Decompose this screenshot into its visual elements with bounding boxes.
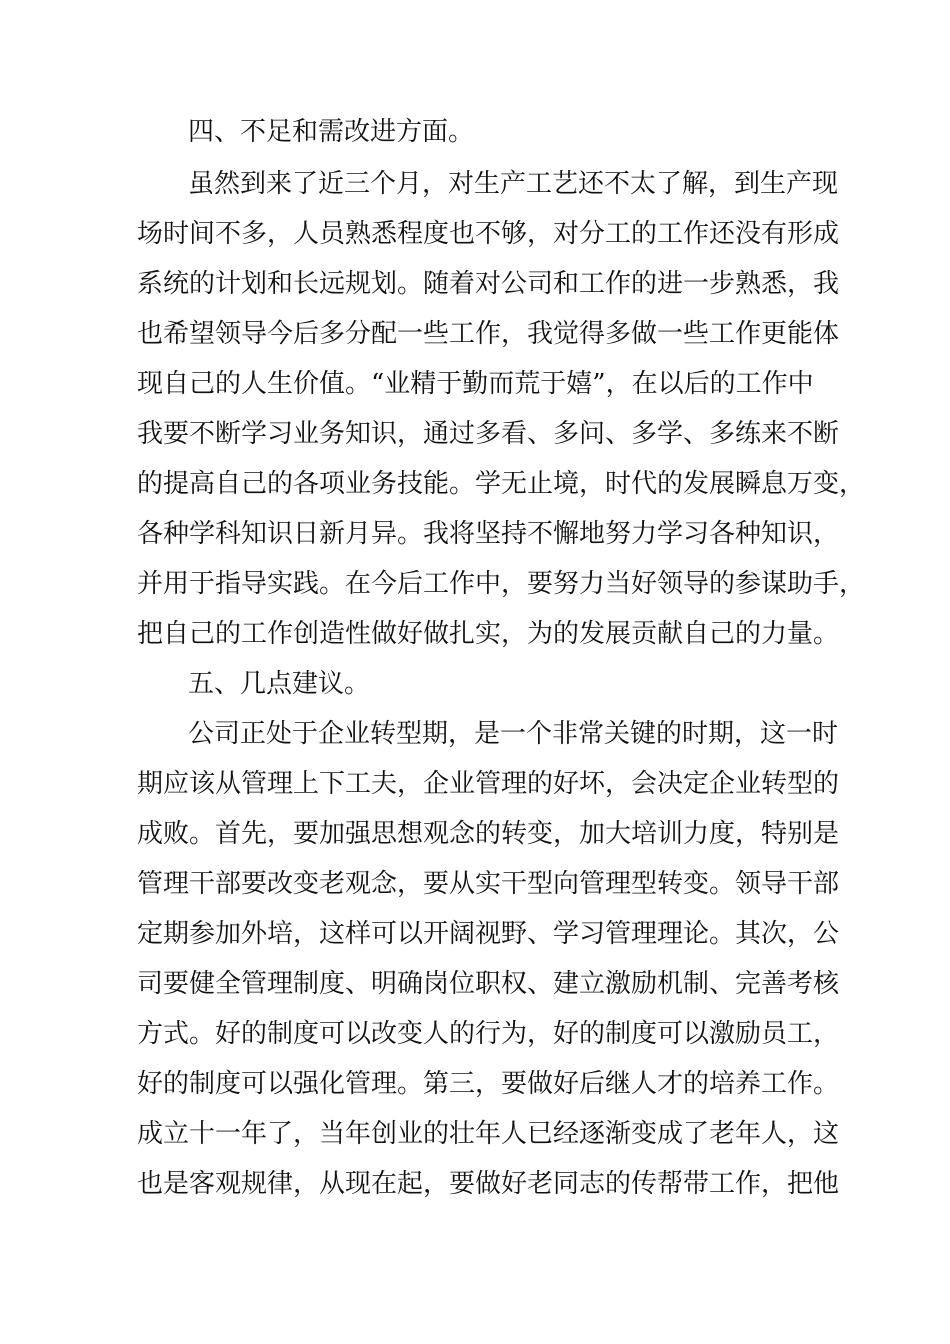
paragraph-line: 期应该从管理上下工夫，企业管理的好坏，会决定企业转型的 [137, 769, 840, 799]
section-heading-shortcomings: 四、不足和需改进方面。 [188, 117, 475, 147]
paragraph-line: 并用于指导实践。在今后工作中，要努力当好领导的参谋助手， [137, 569, 866, 599]
paragraph-line: 方式。好的制度可以改变人的行为，好的制度可以激励员工， [137, 1019, 840, 1049]
paragraph-line: 好的制度可以强化管理。第三，要做好后继人才的培养工作。 [137, 1069, 840, 1099]
paragraph-line: 公司正处于企业转型期，是一个非常关键的时期，这一时 [188, 719, 839, 749]
paragraph-line: 把自己的工作创造性做好做扎实，为的发展贡献自己的力量。 [137, 619, 840, 649]
paragraph-line: 定期参加外培，这样可以开阔视野、学习管理理论。其次，公 [137, 919, 840, 949]
paragraph-line: 我要不断学习业务知识，通过多看、多问、多学、多练来不断 [137, 419, 840, 449]
paragraph-line: 的提高自己的各项业务技能。学无止境，时代的发展瞬息万变， [137, 469, 866, 499]
paragraph-line: 虽然到来了近三个月，对生产工艺还不太了解，到生产现 [188, 169, 839, 199]
paragraph-line: 管理干部要改变老观念，要从实干型向管理型转变。领导干部 [137, 869, 840, 899]
paragraph-line: 现自己的人生价值。“业精于勤而荒于嬉”，在以后的工作中 [137, 369, 814, 399]
paragraph-line: 场时间不多，人员熟悉程度也不够，对分工的工作还没有形成 [137, 219, 840, 249]
paragraph-line: 也是客观规律，从现在起，要做好老同志的传帮带工作，把他 [137, 1169, 840, 1199]
paragraph-line: 系统的计划和长远规划。随着对公司和工作的进一步熟悉，我 [137, 269, 840, 299]
paragraph-line: 各种学科知识日新月异。我将坚持不懈地努力学习各种知识， [137, 519, 840, 549]
paragraph-line: 成立十一年了，当年创业的壮年人已经逐渐变成了老年人，这 [137, 1119, 840, 1149]
section-heading-suggestions: 五、几点建议。 [188, 669, 371, 699]
paragraph-line: 成败。首先，要加强思想观念的转变，加大培训力度，特别是 [137, 819, 840, 849]
paragraph-line: 司要健全管理制度、明确岗位职权、建立激励机制、完善考核 [137, 969, 840, 999]
paragraph-line: 也希望领导今后多分配一些工作，我觉得多做一些工作更能体 [137, 319, 840, 349]
